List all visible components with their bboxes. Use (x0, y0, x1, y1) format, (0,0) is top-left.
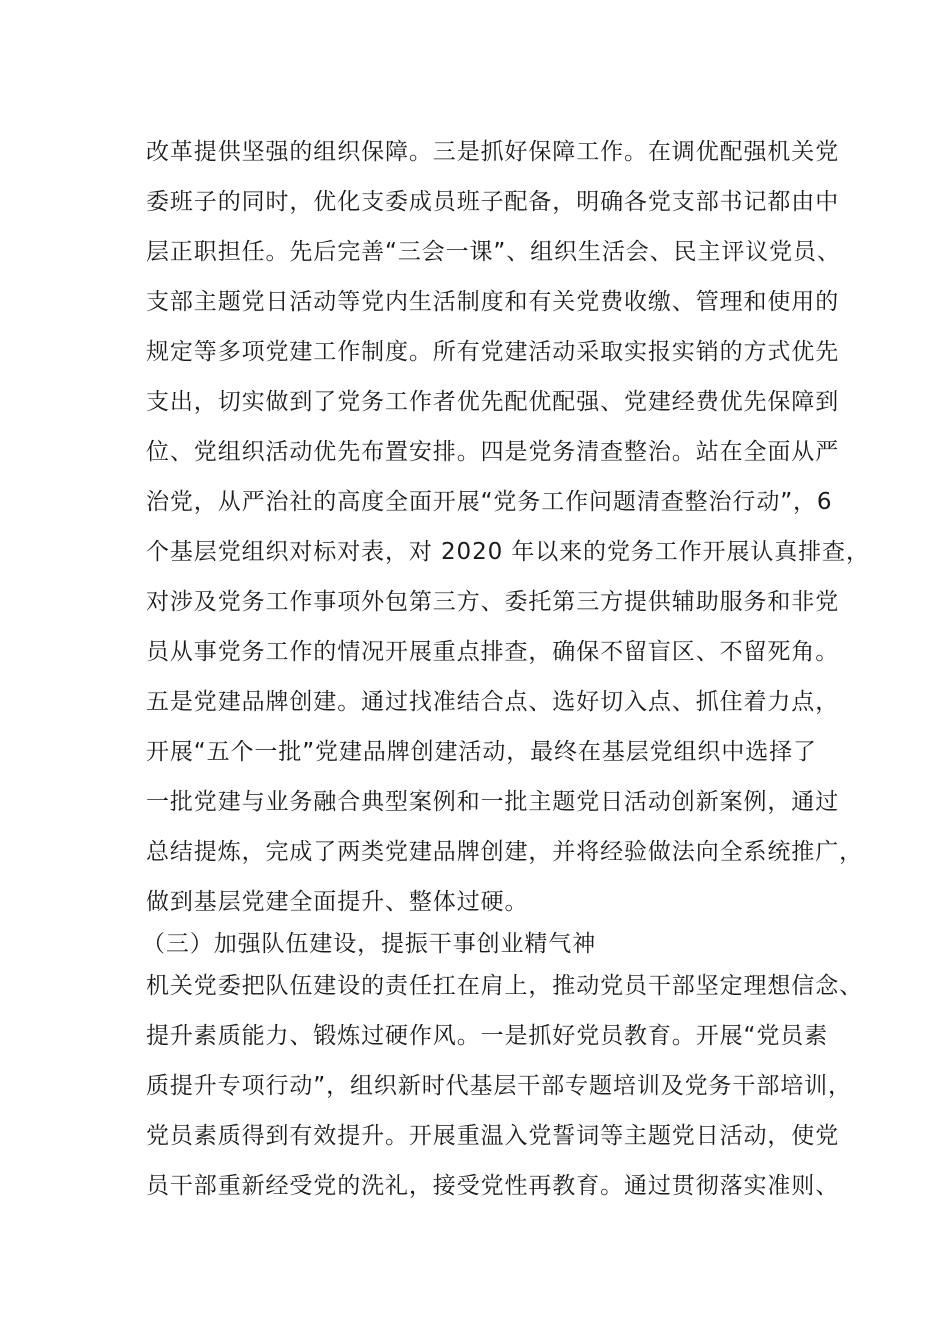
body-text-line: 党员素质得到有效提升。开展重温入党誓词等主题党日活动，使党 (146, 1123, 840, 1149)
body-text-line: 层正职担任。先后完善“三会一课”、组织生活会、民主评议党员、 (146, 239, 841, 265)
body-text-line: 机关党委把队伍建设的责任扛在肩上，推动党员干部坚定理想信念、 (146, 973, 863, 999)
body-text-line: 一批党建与业务融合典型案例和一批主题党日活动创新案例，通过 (146, 789, 840, 815)
body-text-line: 个基层党组织对标对表，对 2020 年以来的党务工作开展认真排查， (146, 539, 870, 565)
body-text-line: 规定等多项党建工作制度。所有党建活动采取实报实销的方式优先 (146, 339, 840, 365)
body-text-line: 总结提炼，完成了两类党建品牌创建，并将经验做法向全系统推广， (146, 839, 863, 865)
body-text-line: 提升素质能力、锻炼过硬作风。一是抓好党员教育。开展“党员素 (146, 1023, 829, 1049)
body-text-line: 质提升专项行动”，组织新时代基层干部专题培训及党务干部培训， (146, 1073, 852, 1099)
body-text-line: 支部主题党日活动等党内生活制度和有关党费收缴、管理和使用的 (146, 289, 840, 315)
body-text-line: 员从事党务工作的情况开展重点排查，确保不留盲区、不留死角。 (146, 639, 840, 665)
section-heading: （三）加强队伍建设，提振干事创业精气神 (142, 931, 597, 957)
body-text-line: 做到基层党建全面提升、整体过硬。 (146, 889, 529, 915)
body-text-line: 五是党建品牌创建。通过找准结合点、选好切入点、抓住着力点， (146, 689, 840, 715)
body-text-line: 员干部重新经受党的洗礼，接受党性再教育。通过贯彻落实准则、 (146, 1173, 840, 1199)
body-text-line: 治党，从严治社的高度全面开展“党务工作问题清查整治行动”，6 (146, 489, 833, 515)
body-text-line: 支出，切实做到了党务工作者优先配优配强、党建经费优先保障到 (146, 389, 840, 415)
body-text-line: 开展“五个一批”党建品牌创建活动，最终在基层党组织中选择了 (146, 739, 817, 765)
body-text-line: 委班子的同时，优化支委成员班子配备，明确各党支部书记都由中 (146, 189, 840, 215)
body-text-line: 改革提供坚强的组织保障。三是抓好保障工作。在调优配强机关党 (146, 139, 840, 165)
body-text-line: 对涉及党务工作事项外包第三方、委托第三方提供辅助服务和非党 (146, 589, 840, 615)
body-text-line: 位、党组织活动优先布置安排。四是党务清查整治。站在全面从严 (146, 439, 840, 465)
